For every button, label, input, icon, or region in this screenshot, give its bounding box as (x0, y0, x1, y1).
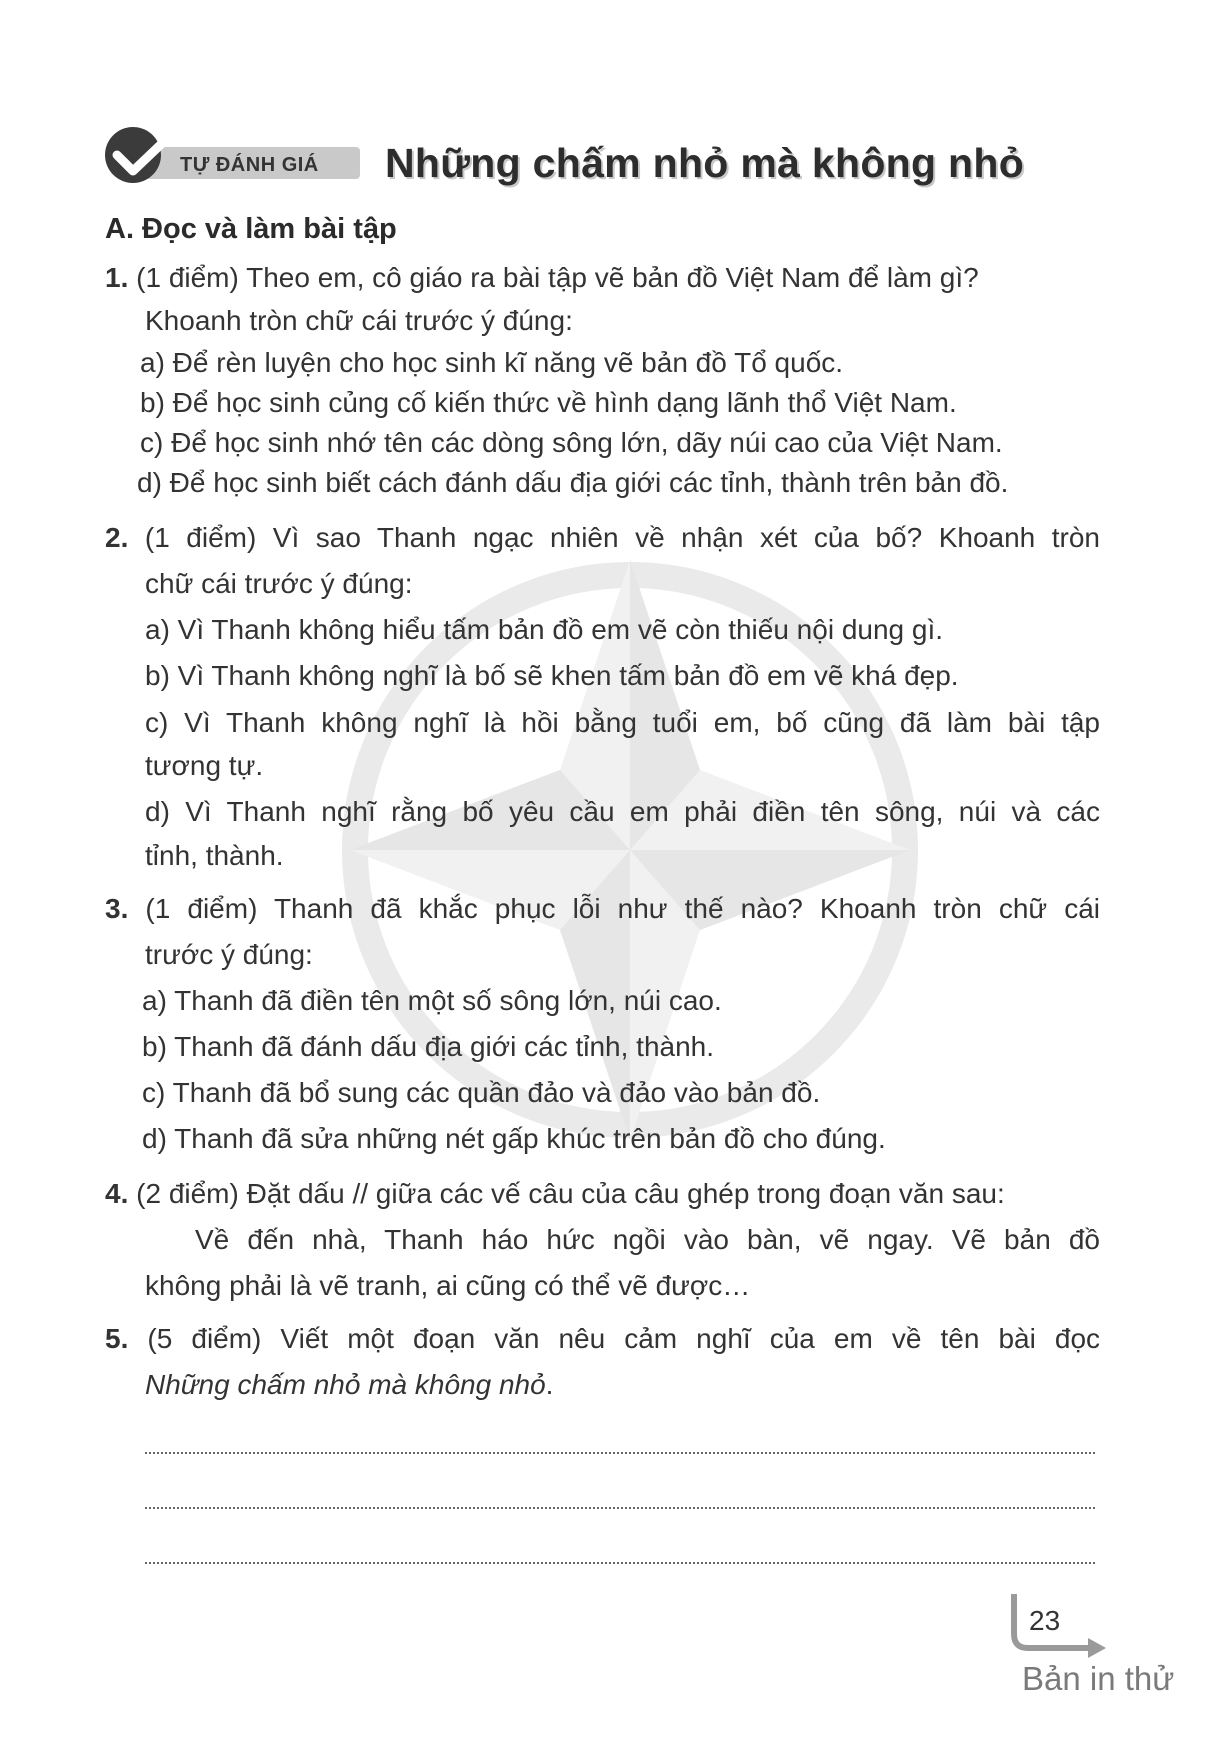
question-1-option-a: a) Để rèn luyện cho học sinh kĩ năng vẽ bản đồ Tổ quốc. (140, 347, 844, 378)
badge-label: TỰ ĐÁNH GIÁ (180, 154, 319, 176)
question-text: (1 điểm) Thanh đã khắc phục lỗi như thế nào? Khoanh tròn chữ cái (145, 893, 1100, 924)
question-4-line-1 (105, 1178, 1100, 1210)
page-number: 23 (1029, 1605, 1061, 1636)
question-2-option-d: d) Vì Thanh nghĩ rằng bố yêu cầu em phải điền tên sông, núi và các (145, 796, 1100, 827)
question-3-option-b: b) Thanh đã đánh dấu địa giới các tỉnh, thành. (142, 1031, 715, 1062)
question-2-line-2: chữ cái trước ý đúng: (145, 568, 413, 599)
checkmark-icon (105, 125, 185, 185)
question-number: 3. (105, 893, 129, 924)
question-2-option-c-cont: tương tự. (145, 750, 264, 781)
section-title: A. Đọc và làm bài tập (105, 213, 397, 245)
question-number: 4. (105, 1178, 129, 1209)
question-text: (1 điểm) Theo em, cô giáo ra bài tập vẽ bản đồ Việt Nam để làm gì? (136, 262, 979, 293)
question-3-option-d: d) Thanh đã sửa những nét gấp khúc trên bản đồ cho đúng. (142, 1123, 886, 1154)
question-number: 2. (105, 522, 129, 553)
question-4-passage-line-2: không phải là vẽ tranh, ai cũng có thể vẽ được… (145, 1270, 751, 1301)
question-1-line-2: Khoanh tròn chữ cái trước ý đúng: (145, 305, 573, 336)
reading-title: Những chấm nhỏ mà không nhỏ (145, 1369, 546, 1400)
question-5-line-1 (105, 1323, 1100, 1355)
question-text: (1 điểm) Vì sao Thanh ngạc nhiên về nhận xét của bố? Khoanh tròn (144, 522, 1100, 553)
question-text: (5 điểm) Viết một đoạn văn nêu cảm nghĩ của em về tên bài đọc (147, 1323, 1101, 1354)
question-3-option-a: a) Thanh đã điền tên một số sông lớn, núi cao. (142, 985, 722, 1016)
answer-line (145, 1452, 1095, 1454)
question-2-option-a: a) Vì Thanh không hiểu tấm bản đồ em vẽ còn thiếu nội dung gì. (145, 614, 944, 645)
print-proof-mark: Bản in thử (1022, 1660, 1175, 1697)
question-3-option-c: c) Thanh đã bổ sung các quần đảo và đảo vào bản đồ. (142, 1077, 821, 1108)
question-2-option-b: b) Vì Thanh không nghĩ là bố sẽ khen tấm bản đồ em vẽ khá đẹp. (145, 660, 959, 691)
question-4-passage-line-1: Về đến nhà, Thanh háo hức ngồi vào bàn, vẽ ngay. Vẽ bản đồ (195, 1224, 1100, 1255)
question-text: (2 điểm) Đặt dấu // giữa các vế câu của câu ghép trong đoạn văn sau: (136, 1178, 1005, 1209)
self-assessment-badge (105, 125, 360, 185)
question-2-option-c: c) Vì Thanh không nghĩ là hồi bằng tuổi em, bố cũng đã làm bài tập (145, 707, 1100, 738)
question-1-option-b: b) Để học sinh củng cố kiến thức về hình dạng lãnh thổ Việt Nam. (140, 387, 957, 418)
page-title: Những chấm nhỏ mà không nhỏ (385, 140, 1025, 186)
question-1-line-1 (105, 262, 1100, 294)
question-3-line-2: trước ý đúng: (145, 939, 313, 970)
question-5-line-2 (145, 1369, 553, 1401)
question-1-option-d: d) Để học sinh biết cách đánh dấu địa giới các tỉnh, thành trên bản đồ. (137, 467, 1009, 498)
question-2-option-d-cont: tỉnh, thành. (145, 840, 284, 871)
question-1-option-c: c) Để học sinh nhớ tên các dòng sông lớn, dãy núi cao của Việt Nam. (140, 427, 1003, 458)
answer-line (145, 1507, 1095, 1509)
answer-line (145, 1562, 1095, 1564)
period: . (545, 1369, 554, 1400)
question-2-line-1 (105, 522, 1100, 554)
question-number: 5. (105, 1323, 129, 1354)
question-number: 1. (105, 262, 129, 293)
question-3-line-1 (105, 893, 1100, 925)
